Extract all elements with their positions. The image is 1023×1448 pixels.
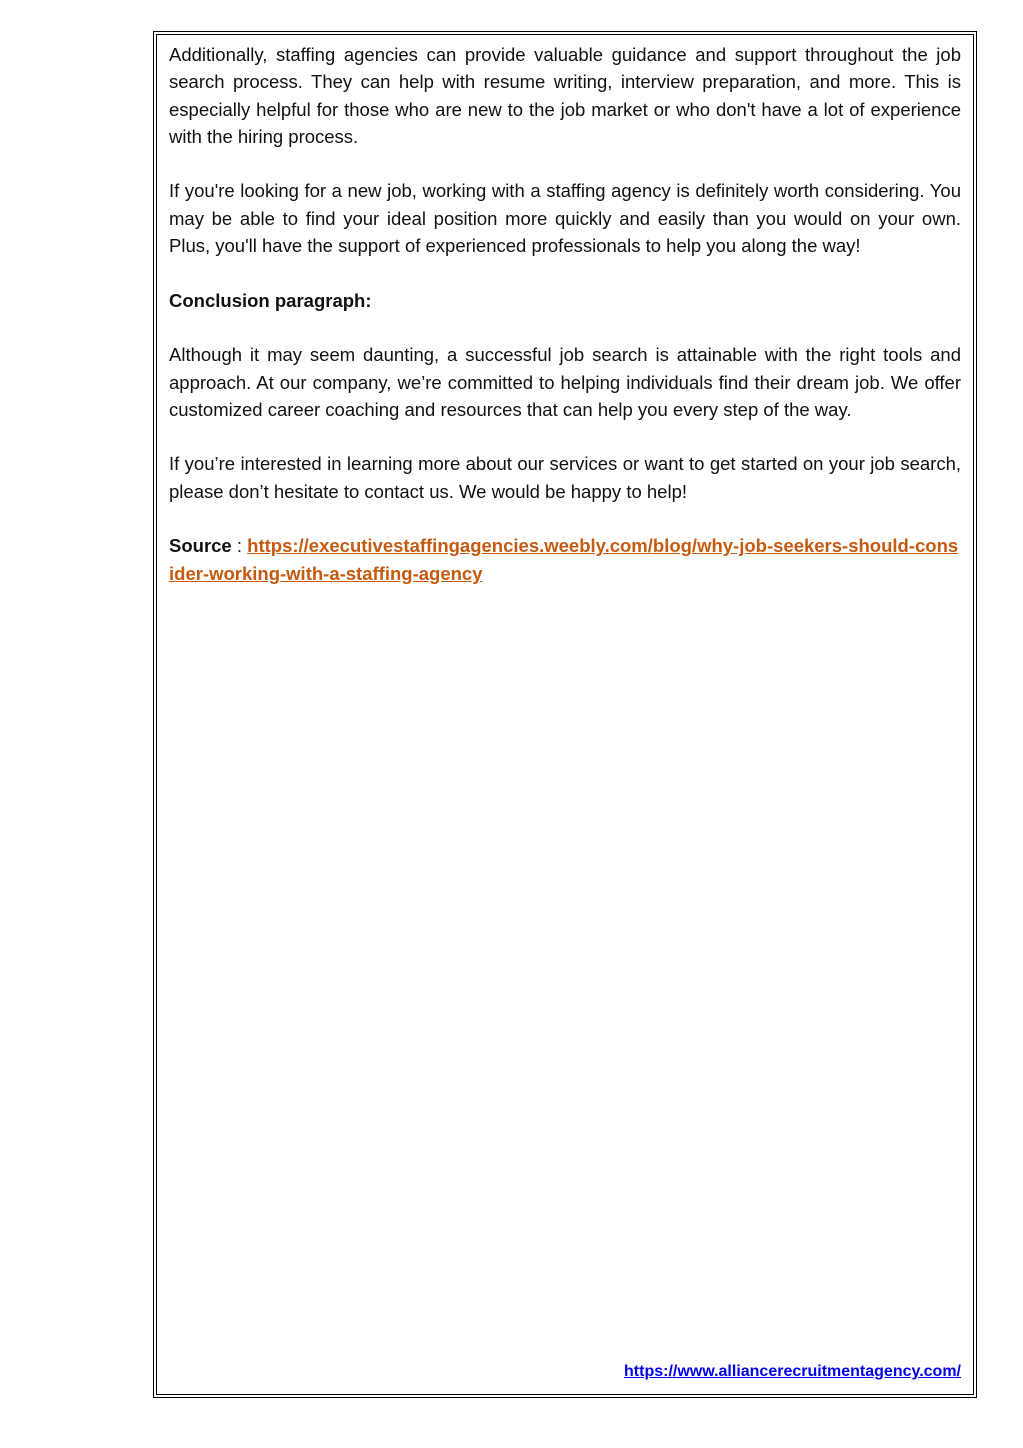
paragraph-contact: If you’re interested in learning more about our services or want to get started on your job search, please don’t hesitate to contact us. We would be happy to help! <box>169 453 961 502</box>
paragraph-conclusion: Although it may seem daunting, a successful job search is attainable with the right tools and approach. At our company, we’re committed to helping individuals find their dream job. We offer customized career coaching and resources that can help you every step of the way. <box>169 344 961 420</box>
source-line <box>169 532 961 587</box>
source-label: Source <box>169 535 232 557</box>
source-separator: : <box>231 535 248 557</box>
source-link[interactable]: https://executivestaffingagencies.weebly.com/blog/why-job-seekers-should-consider-working-with-a-staffing-agency <box>169 535 959 584</box>
footer-website-link[interactable]: https://www.alliancerecruitmentagency.com/ <box>624 1363 961 1380</box>
paragraph-consider-agency: If you're looking for a new job, working with a staffing agency is definitely worth considering. You may be able to find your ideal position more quickly and easily than you would on your own. Plus, you'll have the support of experienced professionals to help you along the way! <box>169 180 961 257</box>
paragraph-guidance: Additionally, staffing agencies can provide valuable guidance and support throughout the job search process. They can help with resume writing, interview preparation, and more. This is especially helpful for those who are new to the job market or who don't have a lot of experience with the hiring process. <box>169 44 961 147</box>
document-body <box>169 41 961 587</box>
conclusion-heading: Conclusion paragraph: <box>169 289 372 311</box>
